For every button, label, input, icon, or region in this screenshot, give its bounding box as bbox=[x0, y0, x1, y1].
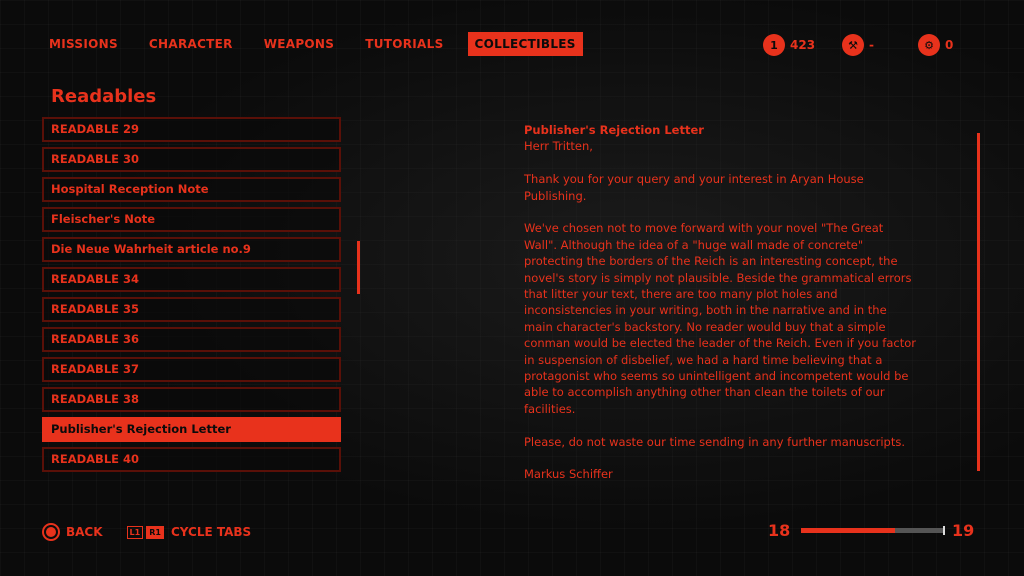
enigma-coin-count: 423 bbox=[790, 38, 816, 52]
readable-list-item[interactable]: Hospital Reception Note bbox=[42, 177, 341, 202]
gear-icon: ⚙ bbox=[918, 34, 940, 56]
cycle-tabs-label[interactable]: CYCLE TABS bbox=[170, 525, 252, 539]
tab-character[interactable]: CHARACTER bbox=[148, 37, 233, 51]
detail-paragraph: We've chosen not to move forward with your novel "The Great Wall". Although the idea of a "huge wall made of concrete" protecting the borders of the Reich is an interesting concept, the novel's story is simply not plausible. Beside the grammatical errors that litter your text, there are too many plot holes and inconsistencies in your writing, both in the narrative and in the main character's backstory. No reader would buy that a simple conman would be elected the leader of the Reich. Even if you factor in suspension of disbelief, we had a hard time believing that a protagonist who seems so unintelligent and incompetent would be able to accomplish anything other than clean the toilets of our facilities. bbox=[524, 221, 916, 416]
gear-stat bbox=[918, 32, 953, 58]
gear-count: 0 bbox=[945, 38, 954, 52]
back-label[interactable]: BACK bbox=[66, 525, 103, 539]
tab-collectibles[interactable]: COLLECTIBLES bbox=[468, 32, 583, 56]
readables-list bbox=[42, 117, 341, 477]
readable-list-item[interactable]: READABLE 37 bbox=[42, 357, 341, 382]
progress-fill bbox=[801, 528, 895, 533]
r1-key-icon: R1 bbox=[146, 526, 164, 539]
detail-title: Publisher's Rejection Letter bbox=[524, 123, 704, 137]
readable-list-item[interactable]: READABLE 40 bbox=[42, 447, 341, 472]
readable-list-item[interactable]: READABLE 38 bbox=[42, 387, 341, 412]
progress-bar bbox=[801, 528, 945, 533]
readable-list-item[interactable]: Fleischer's Note bbox=[42, 207, 341, 232]
list-scrollbar[interactable] bbox=[357, 241, 360, 294]
readable-list-item[interactable]: READABLE 29 bbox=[42, 117, 341, 142]
detail-paragraph: Thank you for your query and your interest in Aryan House Publishing. bbox=[524, 172, 864, 203]
progress-marker bbox=[943, 526, 945, 535]
circle-button-icon[interactable] bbox=[42, 523, 60, 541]
upgrade-kit-stat bbox=[842, 32, 874, 58]
button-prompts bbox=[42, 521, 251, 543]
readable-list-item[interactable]: READABLE 35 bbox=[42, 297, 341, 322]
readable-detail bbox=[524, 122, 919, 499]
progress-current: 18 bbox=[768, 521, 791, 540]
enigma-coin-stat bbox=[763, 32, 815, 58]
detail-paragraph: Please, do not waste our time sending in any further manuscripts. bbox=[524, 434, 906, 449]
readable-list-item[interactable]: READABLE 34 bbox=[42, 267, 341, 292]
detail-signature: Markus Schiffer bbox=[524, 467, 613, 482]
readable-list-item[interactable]: READABLE 36 bbox=[42, 327, 341, 352]
detail-salutation: Herr Tritten, bbox=[524, 139, 593, 154]
top-tabs bbox=[42, 32, 600, 58]
upgrade-kit-count: - bbox=[869, 38, 874, 52]
enigma-coin-icon: 1 bbox=[763, 34, 785, 56]
tab-tutorials[interactable]: TUTORIALS bbox=[365, 37, 444, 51]
l1-key-icon: L1 bbox=[127, 526, 144, 539]
section-title: Readables bbox=[51, 86, 157, 107]
progress-next: 19 bbox=[952, 521, 975, 540]
tab-weapons[interactable]: WEAPONS bbox=[263, 37, 335, 51]
readable-list-item[interactable]: Publisher's Rejection Letter bbox=[42, 417, 341, 442]
upgrade-kit-icon: ⚒ bbox=[842, 34, 864, 56]
readable-list-item[interactable]: Die Neue Wahrheit article no.9 bbox=[42, 237, 341, 262]
detail-scrollbar[interactable] bbox=[977, 133, 980, 471]
tab-missions[interactable]: MISSIONS bbox=[49, 37, 118, 51]
readable-list-item[interactable]: READABLE 30 bbox=[42, 147, 341, 172]
